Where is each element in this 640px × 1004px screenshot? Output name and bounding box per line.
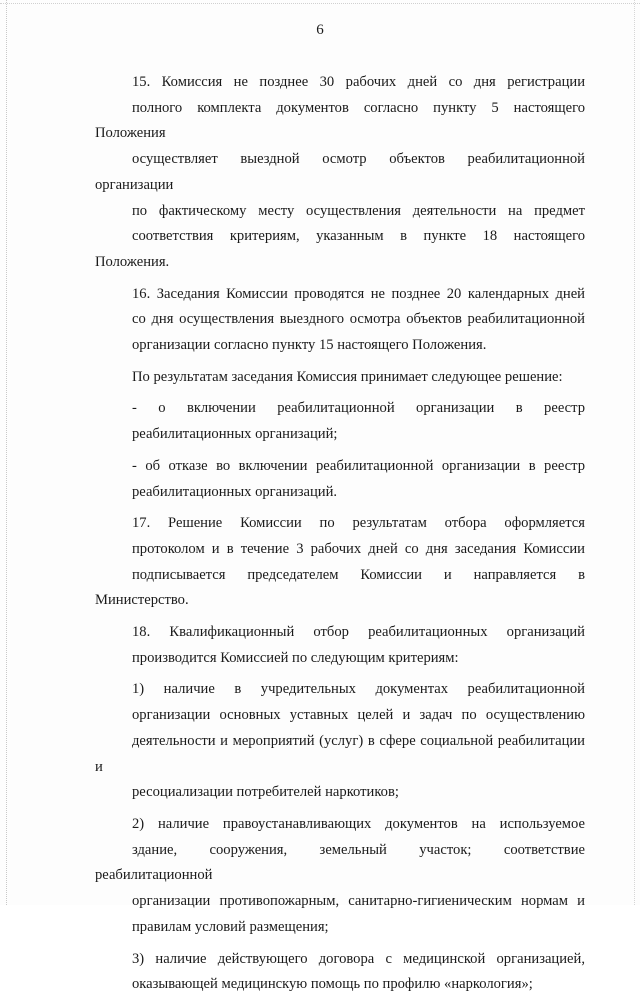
text-line: По результатам заседания Комиссия принимает следующее решение: — [132, 368, 563, 385]
text-line: организации основных уставных целей и задач по осуществлению — [132, 707, 585, 724]
text-line: здание, сооружения, земельный участок; соответствие реабилитационной — [95, 841, 585, 884]
text-line: организации согласно пункту 15 настоящего Положения. — [132, 337, 487, 354]
text-line: ресоциализации потребителей наркотиков; — [132, 784, 399, 801]
text-line: реабилитационных организаций; — [132, 426, 338, 443]
text-line: соответствия критериям, указанным в пункте 18 настоящего Положения. — [95, 228, 585, 270]
criterion-3 — [95, 947, 585, 998]
paragraph-decision-intro — [95, 365, 585, 391]
text-line: организации противопожарным, санитарно-гигиеническим нормам и — [132, 893, 585, 910]
text-line: 3) наличие действующего договора с медицинской организацией, — [132, 950, 585, 967]
paragraph-decision-include — [95, 396, 585, 447]
scan-edge-left — [6, 0, 8, 905]
document-body — [95, 70, 585, 1004]
text-line: - о включении реабилитационной организации в реестр — [132, 400, 585, 417]
text-line: 18. Квалификационный отбор реабилитационных организаций — [132, 624, 585, 641]
scan-edge-right — [634, 0, 636, 905]
text-line: по фактическому месту осуществления деятельности на предмет — [132, 202, 585, 219]
page-number: 6 — [316, 22, 324, 38]
paragraph-15 — [95, 70, 585, 276]
text-line: - об отказе во включении реабилитационной организации в реестр — [132, 457, 585, 474]
criterion-2 — [95, 812, 585, 941]
text-line: производится Комиссией по следующим критериям: — [132, 649, 459, 666]
text-line: 16. Заседания Комиссии проводятся не позднее 20 календарных дней — [132, 285, 585, 302]
text-line: осуществляет выездной осмотр объектов реабилитационной организации — [95, 151, 585, 193]
text-line: 1) наличие в учредительных документах реабилитационной — [132, 681, 585, 698]
text-line: правилам условий размещения; — [132, 918, 329, 935]
text-line: 2) наличие правоустанавливающих документов на используемое — [132, 815, 585, 832]
paragraph-18 — [95, 620, 585, 671]
text-line: 15. Комиссия не позднее 30 рабочих дней со дня регистрации — [132, 74, 585, 90]
text-line: деятельности и мероприятий (услуг) в сфере социальной реабилитации и — [95, 732, 585, 775]
scan-edge-top — [0, 3, 640, 5]
text-line: протоколом и в течение 3 рабочих дней со дня заседания Комиссии — [132, 540, 585, 557]
text-line: 17. Решение Комиссии по результатам отбора оформляется — [132, 515, 585, 532]
text-line: подписывается председателем Комиссии и направляется в Министерство. — [95, 566, 585, 609]
text-line: полного комплекта документов согласно пункту 5 настоящего Положения — [95, 99, 585, 142]
paragraph-16 — [95, 282, 585, 359]
paragraph-17 — [95, 511, 585, 614]
text-line: оказывающей медицинскую помощь по профилю «наркология»; — [132, 976, 533, 993]
text-line: реабилитационных организаций. — [132, 483, 338, 500]
criterion-1 — [95, 677, 585, 806]
paragraph-decision-refuse — [95, 454, 585, 505]
text-line: со дня осуществления выездного осмотра объектов реабилитационной — [132, 311, 585, 328]
